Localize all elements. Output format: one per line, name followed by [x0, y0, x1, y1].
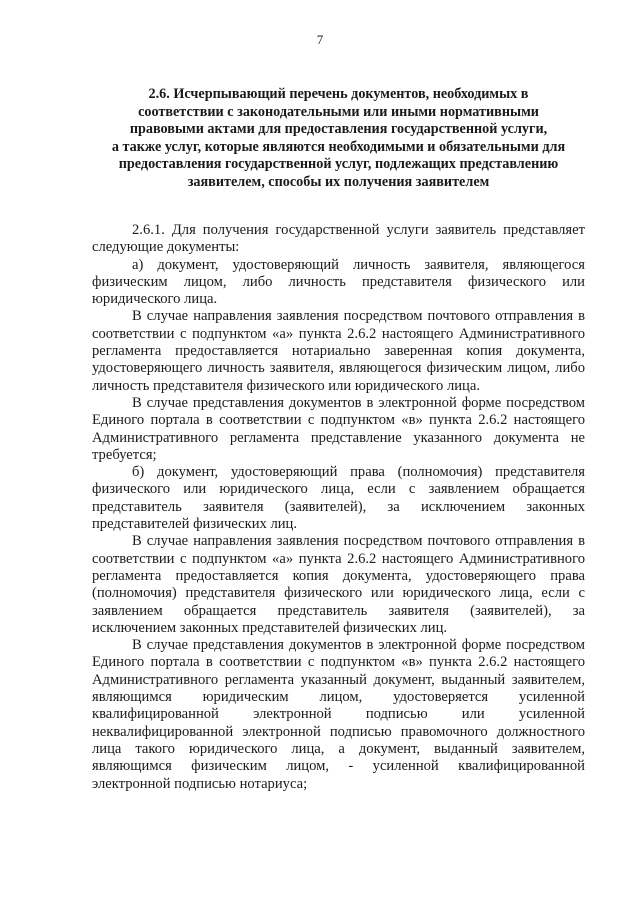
paragraph-item-a: а) документ, удостоверяющий личность заявителя, являющегося физическим лицом, либо личность представителя физического или юридического лица.: [92, 256, 585, 308]
section-title: [92, 86, 585, 192]
paragraph-postal-identity: В случае направления заявления посредством почтового отправления в соответствии с подпунктом «а» пункта 2.6.2 настоящего Административного регламента предоставляется нотариально заверенная копия документа, удостоверяющего личность заявителя, являющегося физическим лицом, либо личность представителя физического или юридического лица.: [92, 308, 585, 394]
section-title-line: предоставления государственной услуг, подлежащих представлению: [118, 156, 559, 173]
page-number: 7: [316, 32, 324, 47]
paragraph-item-b: б) документ, удостоверяющий права (полномочия) представителя физического или юридического лица, если с заявлением обращается представитель заявителя (заявителей), за исключением законных представителей физических лиц.: [92, 464, 585, 533]
paragraph-electronic-authority: В случае представления документов в электронной форме посредством Единого портала в соответствии с подпунктом «в» пункта 2.6.2 настоящего Административного регламента указанный документ, выданный заявителем, являющимся юридическим лицом, удостоверяется усиленной квалифицированной электронной подписью или усиленной неквалифицированной электронной подписью правомочного должностного лица такого юридического лица, а документ, выданный заявителем, являющимся физическим лицом, - усиленной квалифицированной электронной подписью нотариуса;: [92, 637, 585, 792]
body-text: [92, 222, 585, 793]
paragraph-electronic-identity: В случае представления документов в электронной форме посредством Единого портала в соответствии с подпунктом «в» пункта 2.6.2 настоящего Административного регламента представление указанного документа не требуется;: [92, 394, 585, 463]
section-title-line: заявителем, способы их получения заявителем: [187, 173, 490, 190]
section-title-line: а также услуг, которые являются необходимыми и обязательными для: [111, 138, 566, 155]
paragraph-postal-authority: В случае направления заявления посредством почтового отправления в соответствии с подпунктом «а» пункта 2.6.2 настоящего Административного регламента предоставляется копия документа, удостоверяющего права (полномочия) представителя физического или юридического лица, если с заявлением обращается представитель заявителя (заявителей), за исключением законных представителей физических лиц.: [92, 533, 585, 636]
section-title-line: 2.6. Исчерпывающий перечень документов, необходимых в: [148, 86, 529, 102]
section-title-line: правовыми актами для предоставления государственной услуги,: [129, 121, 548, 138]
paragraph-2-6-1: 2.6.1. Для получения государственной услуги заявитель представляет следующие документы:: [92, 222, 585, 256]
section-title-line: соответствии с законодательными или иными нормативными: [138, 103, 539, 120]
